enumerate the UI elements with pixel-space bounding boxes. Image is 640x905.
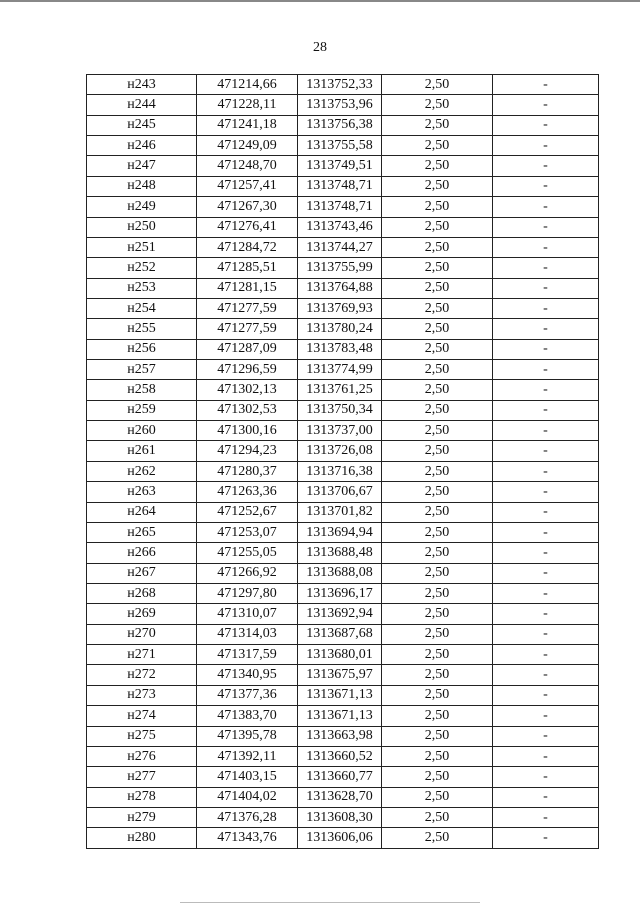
x-coordinate-cell: 471395,78 — [197, 726, 298, 746]
x-coordinate-cell: 471228,11 — [197, 95, 298, 115]
y-coordinate-cell: 1313687,68 — [298, 624, 382, 644]
point-id-cell: н268 — [87, 583, 197, 603]
error-cell: 2,50 — [382, 624, 493, 644]
point-id-cell: н278 — [87, 787, 197, 807]
table-row — [87, 400, 599, 420]
note-cell: - — [493, 95, 599, 115]
point-id-cell: н267 — [87, 563, 197, 583]
note-cell: - — [493, 319, 599, 339]
error-cell: 2,50 — [382, 787, 493, 807]
y-coordinate-cell: 1313696,17 — [298, 583, 382, 603]
x-coordinate-cell: 471403,15 — [197, 767, 298, 787]
x-coordinate-cell: 471214,66 — [197, 75, 298, 95]
point-id-cell: н256 — [87, 339, 197, 359]
table-row — [87, 217, 599, 237]
x-coordinate-cell: 471302,13 — [197, 380, 298, 400]
note-cell: - — [493, 807, 599, 827]
y-coordinate-cell: 1313706,67 — [298, 482, 382, 502]
error-cell: 2,50 — [382, 767, 493, 787]
y-coordinate-cell: 1313675,97 — [298, 665, 382, 685]
table-row — [87, 522, 599, 542]
point-id-cell: н274 — [87, 706, 197, 726]
note-cell: - — [493, 746, 599, 766]
table-row — [87, 319, 599, 339]
table-row — [87, 441, 599, 461]
note-cell: - — [493, 75, 599, 95]
y-coordinate-cell: 1313692,94 — [298, 604, 382, 624]
x-coordinate-cell: 471310,07 — [197, 604, 298, 624]
error-cell: 2,50 — [382, 502, 493, 522]
y-coordinate-cell: 1313671,13 — [298, 685, 382, 705]
y-coordinate-cell: 1313756,38 — [298, 115, 382, 135]
page-number: 28 — [313, 40, 327, 55]
error-cell: 2,50 — [382, 828, 493, 848]
y-coordinate-cell: 1313663,98 — [298, 726, 382, 746]
y-coordinate-cell: 1313737,00 — [298, 421, 382, 441]
table-row — [87, 604, 599, 624]
error-cell: 2,50 — [382, 807, 493, 827]
error-cell: 2,50 — [382, 319, 493, 339]
note-cell: - — [493, 461, 599, 481]
point-id-cell: н264 — [87, 502, 197, 522]
scan-border — [0, 0, 640, 2]
y-coordinate-cell: 1313748,71 — [298, 197, 382, 217]
table-row — [87, 706, 599, 726]
x-coordinate-cell: 471317,59 — [197, 645, 298, 665]
x-coordinate-cell: 471249,09 — [197, 136, 298, 156]
x-coordinate-cell: 471253,07 — [197, 522, 298, 542]
error-cell: 2,50 — [382, 298, 493, 318]
x-coordinate-cell: 471263,36 — [197, 482, 298, 502]
note-cell: - — [493, 726, 599, 746]
note-cell: - — [493, 767, 599, 787]
table-row — [87, 563, 599, 583]
table-row — [87, 645, 599, 665]
error-cell: 2,50 — [382, 706, 493, 726]
x-coordinate-cell: 471377,36 — [197, 685, 298, 705]
point-id-cell: н273 — [87, 685, 197, 705]
note-cell: - — [493, 258, 599, 278]
x-coordinate-cell: 471383,70 — [197, 706, 298, 726]
error-cell: 2,50 — [382, 482, 493, 502]
error-cell: 2,50 — [382, 441, 493, 461]
table-row — [87, 685, 599, 705]
note-cell: - — [493, 787, 599, 807]
scan-bottom-edge — [180, 902, 480, 903]
table-row — [87, 278, 599, 298]
point-id-cell: н262 — [87, 461, 197, 481]
table-row — [87, 787, 599, 807]
point-id-cell: н270 — [87, 624, 197, 644]
note-cell: - — [493, 298, 599, 318]
table-row — [87, 339, 599, 359]
x-coordinate-cell: 471294,23 — [197, 441, 298, 461]
table-row — [87, 421, 599, 441]
table-row — [87, 380, 599, 400]
table-row — [87, 726, 599, 746]
x-coordinate-cell: 471248,70 — [197, 156, 298, 176]
point-id-cell: н250 — [87, 217, 197, 237]
note-cell: - — [493, 380, 599, 400]
error-cell: 2,50 — [382, 115, 493, 135]
table-row — [87, 197, 599, 217]
error-cell: 2,50 — [382, 339, 493, 359]
y-coordinate-cell: 1313608,30 — [298, 807, 382, 827]
point-id-cell: н277 — [87, 767, 197, 787]
y-coordinate-cell: 1313769,93 — [298, 298, 382, 318]
x-coordinate-cell: 471281,15 — [197, 278, 298, 298]
y-coordinate-cell: 1313688,48 — [298, 543, 382, 563]
x-coordinate-cell: 471257,41 — [197, 176, 298, 196]
table-row — [87, 502, 599, 522]
table-row — [87, 482, 599, 502]
point-id-cell: н244 — [87, 95, 197, 115]
point-id-cell: н259 — [87, 400, 197, 420]
point-id-cell: н246 — [87, 136, 197, 156]
error-cell: 2,50 — [382, 665, 493, 685]
table-row — [87, 237, 599, 257]
x-coordinate-cell: 471392,11 — [197, 746, 298, 766]
note-cell: - — [493, 441, 599, 461]
point-id-cell: н243 — [87, 75, 197, 95]
x-coordinate-cell: 471376,28 — [197, 807, 298, 827]
x-coordinate-cell: 471314,03 — [197, 624, 298, 644]
note-cell: - — [493, 645, 599, 665]
point-id-cell: н280 — [87, 828, 197, 848]
note-cell: - — [493, 136, 599, 156]
note-cell: - — [493, 543, 599, 563]
note-cell: - — [493, 278, 599, 298]
error-cell: 2,50 — [382, 278, 493, 298]
note-cell: - — [493, 502, 599, 522]
note-cell: - — [493, 604, 599, 624]
note-cell: - — [493, 217, 599, 237]
x-coordinate-cell: 471404,02 — [197, 787, 298, 807]
note-cell: - — [493, 360, 599, 380]
point-id-cell: н266 — [87, 543, 197, 563]
note-cell: - — [493, 706, 599, 726]
error-cell: 2,50 — [382, 563, 493, 583]
x-coordinate-cell: 471284,72 — [197, 237, 298, 257]
y-coordinate-cell: 1313628,70 — [298, 787, 382, 807]
x-coordinate-cell: 471277,59 — [197, 298, 298, 318]
note-cell: - — [493, 624, 599, 644]
note-cell: - — [493, 583, 599, 603]
y-coordinate-cell: 1313701,82 — [298, 502, 382, 522]
point-id-cell: н249 — [87, 197, 197, 217]
error-cell: 2,50 — [382, 726, 493, 746]
note-cell: - — [493, 421, 599, 441]
table-row — [87, 258, 599, 278]
y-coordinate-cell: 1313606,06 — [298, 828, 382, 848]
note-cell: - — [493, 828, 599, 848]
table-row — [87, 176, 599, 196]
point-id-cell: н260 — [87, 421, 197, 441]
note-cell: - — [493, 176, 599, 196]
point-id-cell: н247 — [87, 156, 197, 176]
y-coordinate-cell: 1313774,99 — [298, 360, 382, 380]
y-coordinate-cell: 1313755,99 — [298, 258, 382, 278]
x-coordinate-cell: 471267,30 — [197, 197, 298, 217]
error-cell: 2,50 — [382, 400, 493, 420]
y-coordinate-cell: 1313694,94 — [298, 522, 382, 542]
y-coordinate-cell: 1313680,01 — [298, 645, 382, 665]
table-row — [87, 807, 599, 827]
point-id-cell: н272 — [87, 665, 197, 685]
point-id-cell: н276 — [87, 746, 197, 766]
point-id-cell: н269 — [87, 604, 197, 624]
table-row — [87, 136, 599, 156]
error-cell: 2,50 — [382, 197, 493, 217]
point-id-cell: н245 — [87, 115, 197, 135]
error-cell: 2,50 — [382, 461, 493, 481]
y-coordinate-cell: 1313688,08 — [298, 563, 382, 583]
y-coordinate-cell: 1313726,08 — [298, 441, 382, 461]
point-id-cell: н248 — [87, 176, 197, 196]
x-coordinate-cell: 471340,95 — [197, 665, 298, 685]
y-coordinate-cell: 1313671,13 — [298, 706, 382, 726]
note-cell: - — [493, 115, 599, 135]
y-coordinate-cell: 1313780,24 — [298, 319, 382, 339]
table-row — [87, 75, 599, 95]
y-coordinate-cell: 1313744,27 — [298, 237, 382, 257]
error-cell: 2,50 — [382, 685, 493, 705]
error-cell: 2,50 — [382, 217, 493, 237]
coordinates-table — [86, 74, 599, 849]
y-coordinate-cell: 1313750,34 — [298, 400, 382, 420]
table-row — [87, 767, 599, 787]
point-id-cell: н253 — [87, 278, 197, 298]
note-cell: - — [493, 197, 599, 217]
y-coordinate-cell: 1313752,33 — [298, 75, 382, 95]
note-cell: - — [493, 237, 599, 257]
error-cell: 2,50 — [382, 176, 493, 196]
table-row — [87, 115, 599, 135]
error-cell: 2,50 — [382, 522, 493, 542]
x-coordinate-cell: 471241,18 — [197, 115, 298, 135]
table-row — [87, 828, 599, 848]
table-row — [87, 95, 599, 115]
note-cell: - — [493, 156, 599, 176]
error-cell: 2,50 — [382, 746, 493, 766]
table-row — [87, 298, 599, 318]
x-coordinate-cell: 471280,37 — [197, 461, 298, 481]
note-cell: - — [493, 665, 599, 685]
y-coordinate-cell: 1313660,52 — [298, 746, 382, 766]
point-id-cell: н257 — [87, 360, 197, 380]
point-id-cell: н271 — [87, 645, 197, 665]
y-coordinate-cell: 1313749,51 — [298, 156, 382, 176]
table-row — [87, 665, 599, 685]
error-cell: 2,50 — [382, 645, 493, 665]
x-coordinate-cell: 471276,41 — [197, 217, 298, 237]
x-coordinate-cell: 471255,05 — [197, 543, 298, 563]
error-cell: 2,50 — [382, 421, 493, 441]
error-cell: 2,50 — [382, 237, 493, 257]
y-coordinate-cell: 1313783,48 — [298, 339, 382, 359]
y-coordinate-cell: 1313748,71 — [298, 176, 382, 196]
point-id-cell: н252 — [87, 258, 197, 278]
x-coordinate-cell: 471287,09 — [197, 339, 298, 359]
y-coordinate-cell: 1313761,25 — [298, 380, 382, 400]
error-cell: 2,50 — [382, 95, 493, 115]
note-cell: - — [493, 339, 599, 359]
error-cell: 2,50 — [382, 604, 493, 624]
error-cell: 2,50 — [382, 543, 493, 563]
error-cell: 2,50 — [382, 258, 493, 278]
table-row — [87, 746, 599, 766]
note-cell: - — [493, 522, 599, 542]
table-row — [87, 583, 599, 603]
point-id-cell: н263 — [87, 482, 197, 502]
x-coordinate-cell: 471297,80 — [197, 583, 298, 603]
point-id-cell: н261 — [87, 441, 197, 461]
point-id-cell: н251 — [87, 237, 197, 257]
note-cell: - — [493, 400, 599, 420]
x-coordinate-cell: 471277,59 — [197, 319, 298, 339]
table-row — [87, 156, 599, 176]
table-row — [87, 624, 599, 644]
y-coordinate-cell: 1313743,46 — [298, 217, 382, 237]
x-coordinate-cell: 471266,92 — [197, 563, 298, 583]
point-id-cell: н265 — [87, 522, 197, 542]
y-coordinate-cell: 1313660,77 — [298, 767, 382, 787]
error-cell: 2,50 — [382, 583, 493, 603]
x-coordinate-cell: 471300,16 — [197, 421, 298, 441]
y-coordinate-cell: 1313716,38 — [298, 461, 382, 481]
error-cell: 2,50 — [382, 360, 493, 380]
note-cell: - — [493, 685, 599, 705]
note-cell: - — [493, 482, 599, 502]
error-cell: 2,50 — [382, 156, 493, 176]
table-row — [87, 360, 599, 380]
x-coordinate-cell: 471302,53 — [197, 400, 298, 420]
point-id-cell: н275 — [87, 726, 197, 746]
error-cell: 2,50 — [382, 380, 493, 400]
table-row — [87, 543, 599, 563]
y-coordinate-cell: 1313755,58 — [298, 136, 382, 156]
x-coordinate-cell: 471343,76 — [197, 828, 298, 848]
x-coordinate-cell: 471296,59 — [197, 360, 298, 380]
x-coordinate-cell: 471252,67 — [197, 502, 298, 522]
point-id-cell: н258 — [87, 380, 197, 400]
table-row — [87, 461, 599, 481]
point-id-cell: н255 — [87, 319, 197, 339]
error-cell: 2,50 — [382, 136, 493, 156]
point-id-cell: н279 — [87, 807, 197, 827]
x-coordinate-cell: 471285,51 — [197, 258, 298, 278]
coordinates-table-body — [87, 75, 599, 849]
note-cell: - — [493, 563, 599, 583]
y-coordinate-cell: 1313764,88 — [298, 278, 382, 298]
error-cell: 2,50 — [382, 75, 493, 95]
point-id-cell: н254 — [87, 298, 197, 318]
y-coordinate-cell: 1313753,96 — [298, 95, 382, 115]
